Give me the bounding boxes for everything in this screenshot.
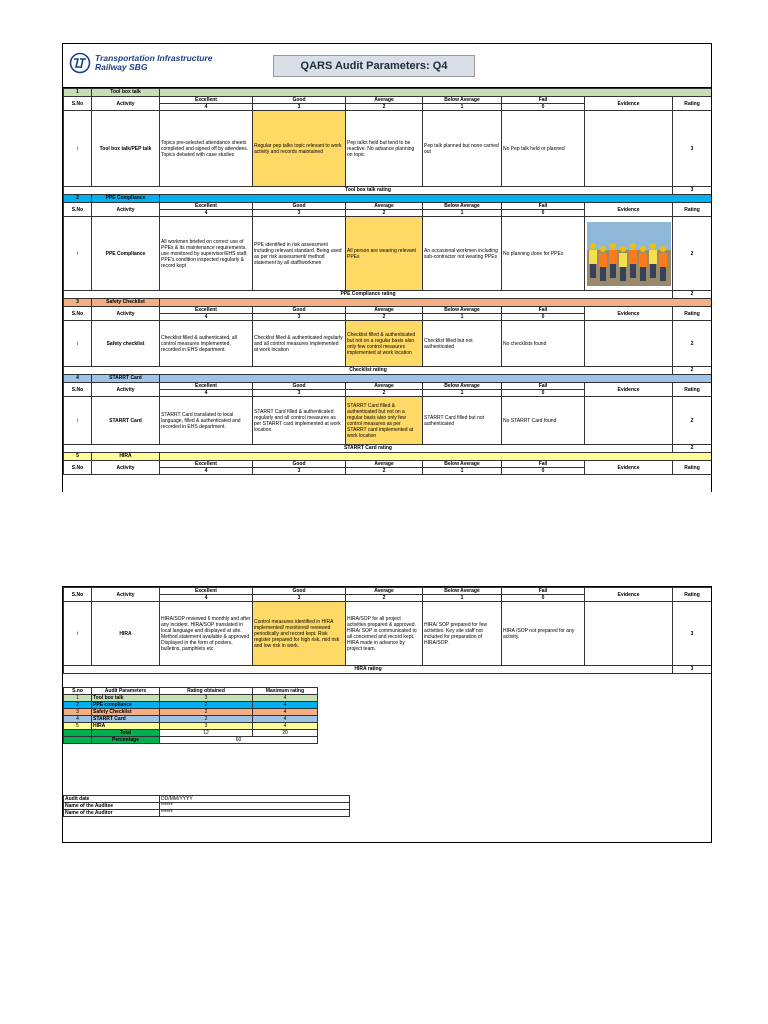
section-name: Safety Checklist <box>92 299 160 307</box>
criteria-below: HIRA/ SOP prepared for few activities. Key site staff not included for preparation of HIRA/SOP. <box>423 602 502 666</box>
fail-header: Fail <box>502 307 585 314</box>
section-rating-label: Tool box talk rating <box>64 187 673 195</box>
audit-info-wrap <box>63 795 350 817</box>
fail-header: Fail <box>502 588 585 595</box>
percentage-value: 60 <box>160 737 318 744</box>
score-fail: 0 <box>502 210 585 217</box>
score-excellent: 4 <box>160 468 253 475</box>
good-header: Good <box>253 203 346 210</box>
summary-obtained: 3 <box>160 695 253 702</box>
section-band <box>160 89 712 97</box>
criteria-good: Checklist filled & authenticated regularly and all control measures implemented at work location <box>253 321 346 367</box>
score-good: 3 <box>253 314 346 321</box>
criteria-fail: No planning done for PPEs <box>502 217 585 291</box>
auditee-label: Name of the Auditee <box>64 803 160 810</box>
evidence-header: Evidence <box>585 461 673 475</box>
average-header: Average <box>346 383 423 390</box>
summary-obtained: 2 <box>160 709 253 716</box>
section-rating-label: HIRA rating <box>64 666 673 674</box>
criteria-below: Pep talk planned but none carried out <box>423 111 502 187</box>
section-band <box>160 299 712 307</box>
average-header: Average <box>346 588 423 595</box>
evidence-header: Evidence <box>585 588 673 602</box>
criteria-average: STARRT Card filled & authenticated but not on a regular basis also only few control measures as per STARRT card implemented at work location <box>346 397 423 445</box>
section-name: PPE Compliance <box>92 195 160 203</box>
auditor-label: Name of the Auditor <box>64 810 160 817</box>
excellent-header: Excellent <box>160 307 253 314</box>
criteria-fail: HIRA /SOP not prepared for any activity. <box>502 602 585 666</box>
sno-header: S.No <box>64 588 92 602</box>
evidence-header: Evidence <box>585 97 673 111</box>
evidence-cell <box>585 602 673 666</box>
audit-date-value: DD/MM/YYYY <box>160 796 350 803</box>
activity-name: Safety checklist <box>92 321 160 367</box>
total-max: 20 <box>253 730 318 737</box>
section-name: STARRT Card <box>92 375 160 383</box>
auditee-value: ****** <box>160 803 350 810</box>
score-good: 3 <box>253 390 346 397</box>
audit-table <box>63 88 712 475</box>
below-average-header: Below Average <box>423 97 502 104</box>
criteria-fail: No STARRT Card found <box>502 397 585 445</box>
row-number: i <box>64 217 92 291</box>
score-fail: 0 <box>502 104 585 111</box>
fail-header: Fail <box>502 383 585 390</box>
score-average: 2 <box>346 390 423 397</box>
hira-table <box>63 587 712 674</box>
criteria-fail: No Pep talk held or planned <box>502 111 585 187</box>
criteria-fail: No checklists found <box>502 321 585 367</box>
audit-info-table <box>63 795 350 817</box>
score-below: 1 <box>423 595 502 602</box>
rating-value: 2 <box>673 321 712 367</box>
summary-row-no: 5 <box>64 723 92 730</box>
score-good: 3 <box>253 104 346 111</box>
activity-header: Activity <box>92 588 160 602</box>
row-number: i <box>64 397 92 445</box>
rating-value: 3 <box>673 111 712 187</box>
criteria-good: STARRT Card filled & authenticated regularly and all control measures as per STARRT card implemented at work location. <box>253 397 346 445</box>
score-good: 3 <box>253 468 346 475</box>
below-average-header: Below Average <box>423 307 502 314</box>
criteria-excellent: Topics pre-selected attendance sheets completed and signed off by attendees. Topics debated with case studies <box>160 111 253 187</box>
score-excellent: 4 <box>160 595 253 602</box>
lt-logo-icon <box>69 52 91 74</box>
score-average: 2 <box>346 210 423 217</box>
score-good: 3 <box>253 210 346 217</box>
summary-sno-header: S.no <box>64 688 92 695</box>
good-header: Good <box>253 461 346 468</box>
excellent-header: Excellent <box>160 203 253 210</box>
summary-obtained: 2 <box>160 702 253 709</box>
score-fail: 0 <box>502 468 585 475</box>
summary-max: 4 <box>253 709 318 716</box>
section-rating-value: 2 <box>673 367 712 375</box>
activity-name: HIRA <box>92 602 160 666</box>
sno-header: S.No <box>64 307 92 321</box>
below-average-header: Below Average <box>423 588 502 595</box>
average-header: Average <box>346 97 423 104</box>
section-rating-value: 3 <box>673 666 712 674</box>
summary-max: 4 <box>253 702 318 709</box>
activity-header: Activity <box>92 383 160 397</box>
summary-obtained: 3 <box>160 723 253 730</box>
total-obtained: 12 <box>160 730 253 737</box>
rating-header: Rating <box>673 461 712 475</box>
criteria-excellent: HIRA/SOP reviewed 6 monthly and after any incident. HIRA/SOP translated in local language and displayed at site. Method statement available & approved Displayed in the form of posters, bulletins, pamphlets etc <box>160 602 253 666</box>
criteria-below: An occasional workmen including sub-contractor not wearing PPEs <box>423 217 502 291</box>
evidence-header: Evidence <box>585 203 673 217</box>
excellent-header: Excellent <box>160 97 253 104</box>
score-excellent: 4 <box>160 104 253 111</box>
rating-value: 2 <box>673 217 712 291</box>
summary-param: Tool box talk <box>92 695 160 702</box>
below-average-header: Below Average <box>423 383 502 390</box>
rating-value: 3 <box>673 602 712 666</box>
criteria-excellent: STARRT Card translated to local language, filled & authenticated and recorded in EHS department. <box>160 397 253 445</box>
row-number: i <box>64 321 92 367</box>
section-number: 1 <box>64 89 92 97</box>
criteria-average: Pep talks held but tend to be reactive. No advance planning on topic <box>346 111 423 187</box>
section-band <box>160 375 712 383</box>
page-title: QARS Audit Parameters: Q4 <box>273 55 475 77</box>
page-header <box>63 44 711 88</box>
activity-name: Tool box talk/PEP talk <box>92 111 160 187</box>
criteria-average: Checklist filled & authenticated but not on a regular basis also only few control measures implemented at work location <box>346 321 423 367</box>
summary-row-no: 3 <box>64 709 92 716</box>
score-excellent: 4 <box>160 210 253 217</box>
sno-header: S.No <box>64 461 92 475</box>
criteria-excellent: All workmen briefed on correct use of PPEs & its maintenance requirements. use monitored by supervisor/EHS staff. PPE's condition inspected regularly & record kept <box>160 217 253 291</box>
section-name: Tool box talk <box>92 89 160 97</box>
score-excellent: 4 <box>160 314 253 321</box>
score-fail: 0 <box>502 390 585 397</box>
auditor-value: ****** <box>160 810 350 817</box>
evidence-cell <box>585 397 673 445</box>
rating-header: Rating <box>673 203 712 217</box>
score-average: 2 <box>346 595 423 602</box>
summary-max-header: Maximum rating <box>253 688 318 695</box>
summary-max: 4 <box>253 723 318 730</box>
section-number: 2 <box>64 195 92 203</box>
activity-header: Activity <box>92 203 160 217</box>
fail-header: Fail <box>502 461 585 468</box>
section-rating-value: 2 <box>673 445 712 453</box>
summary-row-no: 4 <box>64 716 92 723</box>
criteria-good: Control measures identified in HIRA implemented/ monitored/ reviewed periodically and record kept. Risk register prepared for high risk, mid risk and low risk in work. <box>253 602 346 666</box>
rating-value: 2 <box>673 397 712 445</box>
criteria-below: STARRT Card filled but not authenticated <box>423 397 502 445</box>
average-header: Average <box>346 203 423 210</box>
summary-obtained-header: Rating obtained <box>160 688 253 695</box>
score-fail: 0 <box>502 314 585 321</box>
section-number: 4 <box>64 375 92 383</box>
excellent-header: Excellent <box>160 588 253 595</box>
rating-header: Rating <box>673 588 712 602</box>
section-rating-label: Checklist rating <box>64 367 673 375</box>
good-header: Good <box>253 383 346 390</box>
logo-line-2: Railway SBG <box>95 62 148 72</box>
below-average-header: Below Average <box>423 203 502 210</box>
score-below: 1 <box>423 104 502 111</box>
company-logo <box>69 52 212 74</box>
total-label: Total <box>92 730 160 737</box>
fail-header: Fail <box>502 97 585 104</box>
activity-name: STARRT Card <box>92 397 160 445</box>
score-fail: 0 <box>502 595 585 602</box>
row-number: i <box>64 111 92 187</box>
summary-max: 4 <box>253 695 318 702</box>
section-band <box>160 453 712 461</box>
summary-table <box>63 687 318 744</box>
evidence-cell <box>585 111 673 187</box>
summary-param-header: Audit Parameters <box>92 688 160 695</box>
summary-param: STARRT Card <box>92 716 160 723</box>
score-below: 1 <box>423 390 502 397</box>
audit-date-label: Audit date <box>64 796 160 803</box>
criteria-average: HIRA/SOP for all project activities prepared & approved. HIRA/ SOP is communicated to all concerned and record kept. HIRA made in advance by project team. <box>346 602 423 666</box>
section-rating-value: 3 <box>673 187 712 195</box>
summary-row-no: 2 <box>64 702 92 709</box>
fail-header: Fail <box>502 203 585 210</box>
section-rating-label: PPE Compliance rating <box>64 291 673 299</box>
activity-header: Activity <box>92 307 160 321</box>
sno-header: S.No <box>64 383 92 397</box>
summary-param: Safety Checklist <box>92 709 160 716</box>
rating-header: Rating <box>673 307 712 321</box>
activity-header: Activity <box>92 97 160 111</box>
score-below: 1 <box>423 314 502 321</box>
summary-table-wrap <box>63 687 318 744</box>
summary-obtained: 2 <box>160 716 253 723</box>
summary-max: 4 <box>253 716 318 723</box>
rating-header: Rating <box>673 383 712 397</box>
evidence-cell <box>585 321 673 367</box>
section-name: HIRA <box>92 453 160 461</box>
score-average: 2 <box>346 468 423 475</box>
section-rating-label: STARRT Card rating <box>64 445 673 453</box>
section-number: 5 <box>64 453 92 461</box>
evidence-header: Evidence <box>585 383 673 397</box>
score-average: 2 <box>346 104 423 111</box>
section-band <box>160 195 712 203</box>
section-number: 3 <box>64 299 92 307</box>
good-header: Good <box>253 588 346 595</box>
audit-page-1 <box>62 43 712 492</box>
good-header: Good <box>253 307 346 314</box>
excellent-header: Excellent <box>160 461 253 468</box>
score-good: 3 <box>253 595 346 602</box>
excellent-header: Excellent <box>160 383 253 390</box>
ppe-workers-photo <box>587 222 671 286</box>
score-average: 2 <box>346 314 423 321</box>
evidence-header: Evidence <box>585 307 673 321</box>
criteria-excellent: Checklist filled & authenticated, all control measures implemented, recorded in EHS department. <box>160 321 253 367</box>
score-excellent: 4 <box>160 390 253 397</box>
criteria-average: All person are wearing relevant PPEs <box>346 217 423 291</box>
rating-header: Rating <box>673 97 712 111</box>
activity-header: Activity <box>92 461 160 475</box>
summary-row-no: 1 <box>64 695 92 702</box>
activity-name: PPE Compliance <box>92 217 160 291</box>
total-blank <box>64 730 92 737</box>
criteria-good: PPE identified in risk assessment including relevant standard. Being used as per risk assessment/ method statement by all staff/workmen <box>253 217 346 291</box>
average-header: Average <box>346 461 423 468</box>
section-rating-value: 2 <box>673 291 712 299</box>
row-number: i <box>64 602 92 666</box>
score-below: 1 <box>423 468 502 475</box>
criteria-below: Checklist filled but not authenticated <box>423 321 502 367</box>
summary-param: HIRA <box>92 723 160 730</box>
logo-line-1: Transportation Infrastructure <box>95 53 213 63</box>
score-below: 1 <box>423 210 502 217</box>
criteria-good: Regular pep talks topic relevant to work activity and records maintained <box>253 111 346 187</box>
percentage-label: Percentage <box>92 737 160 744</box>
sno-header: S.No <box>64 97 92 111</box>
evidence-cell <box>585 217 673 291</box>
average-header: Average <box>346 307 423 314</box>
below-average-header: Below Average <box>423 461 502 468</box>
audit-page-2 <box>62 586 712 843</box>
summary-param: PPE compliance <box>92 702 160 709</box>
good-header: Good <box>253 97 346 104</box>
sno-header: S.No <box>64 203 92 217</box>
percentage-blank <box>64 737 92 744</box>
